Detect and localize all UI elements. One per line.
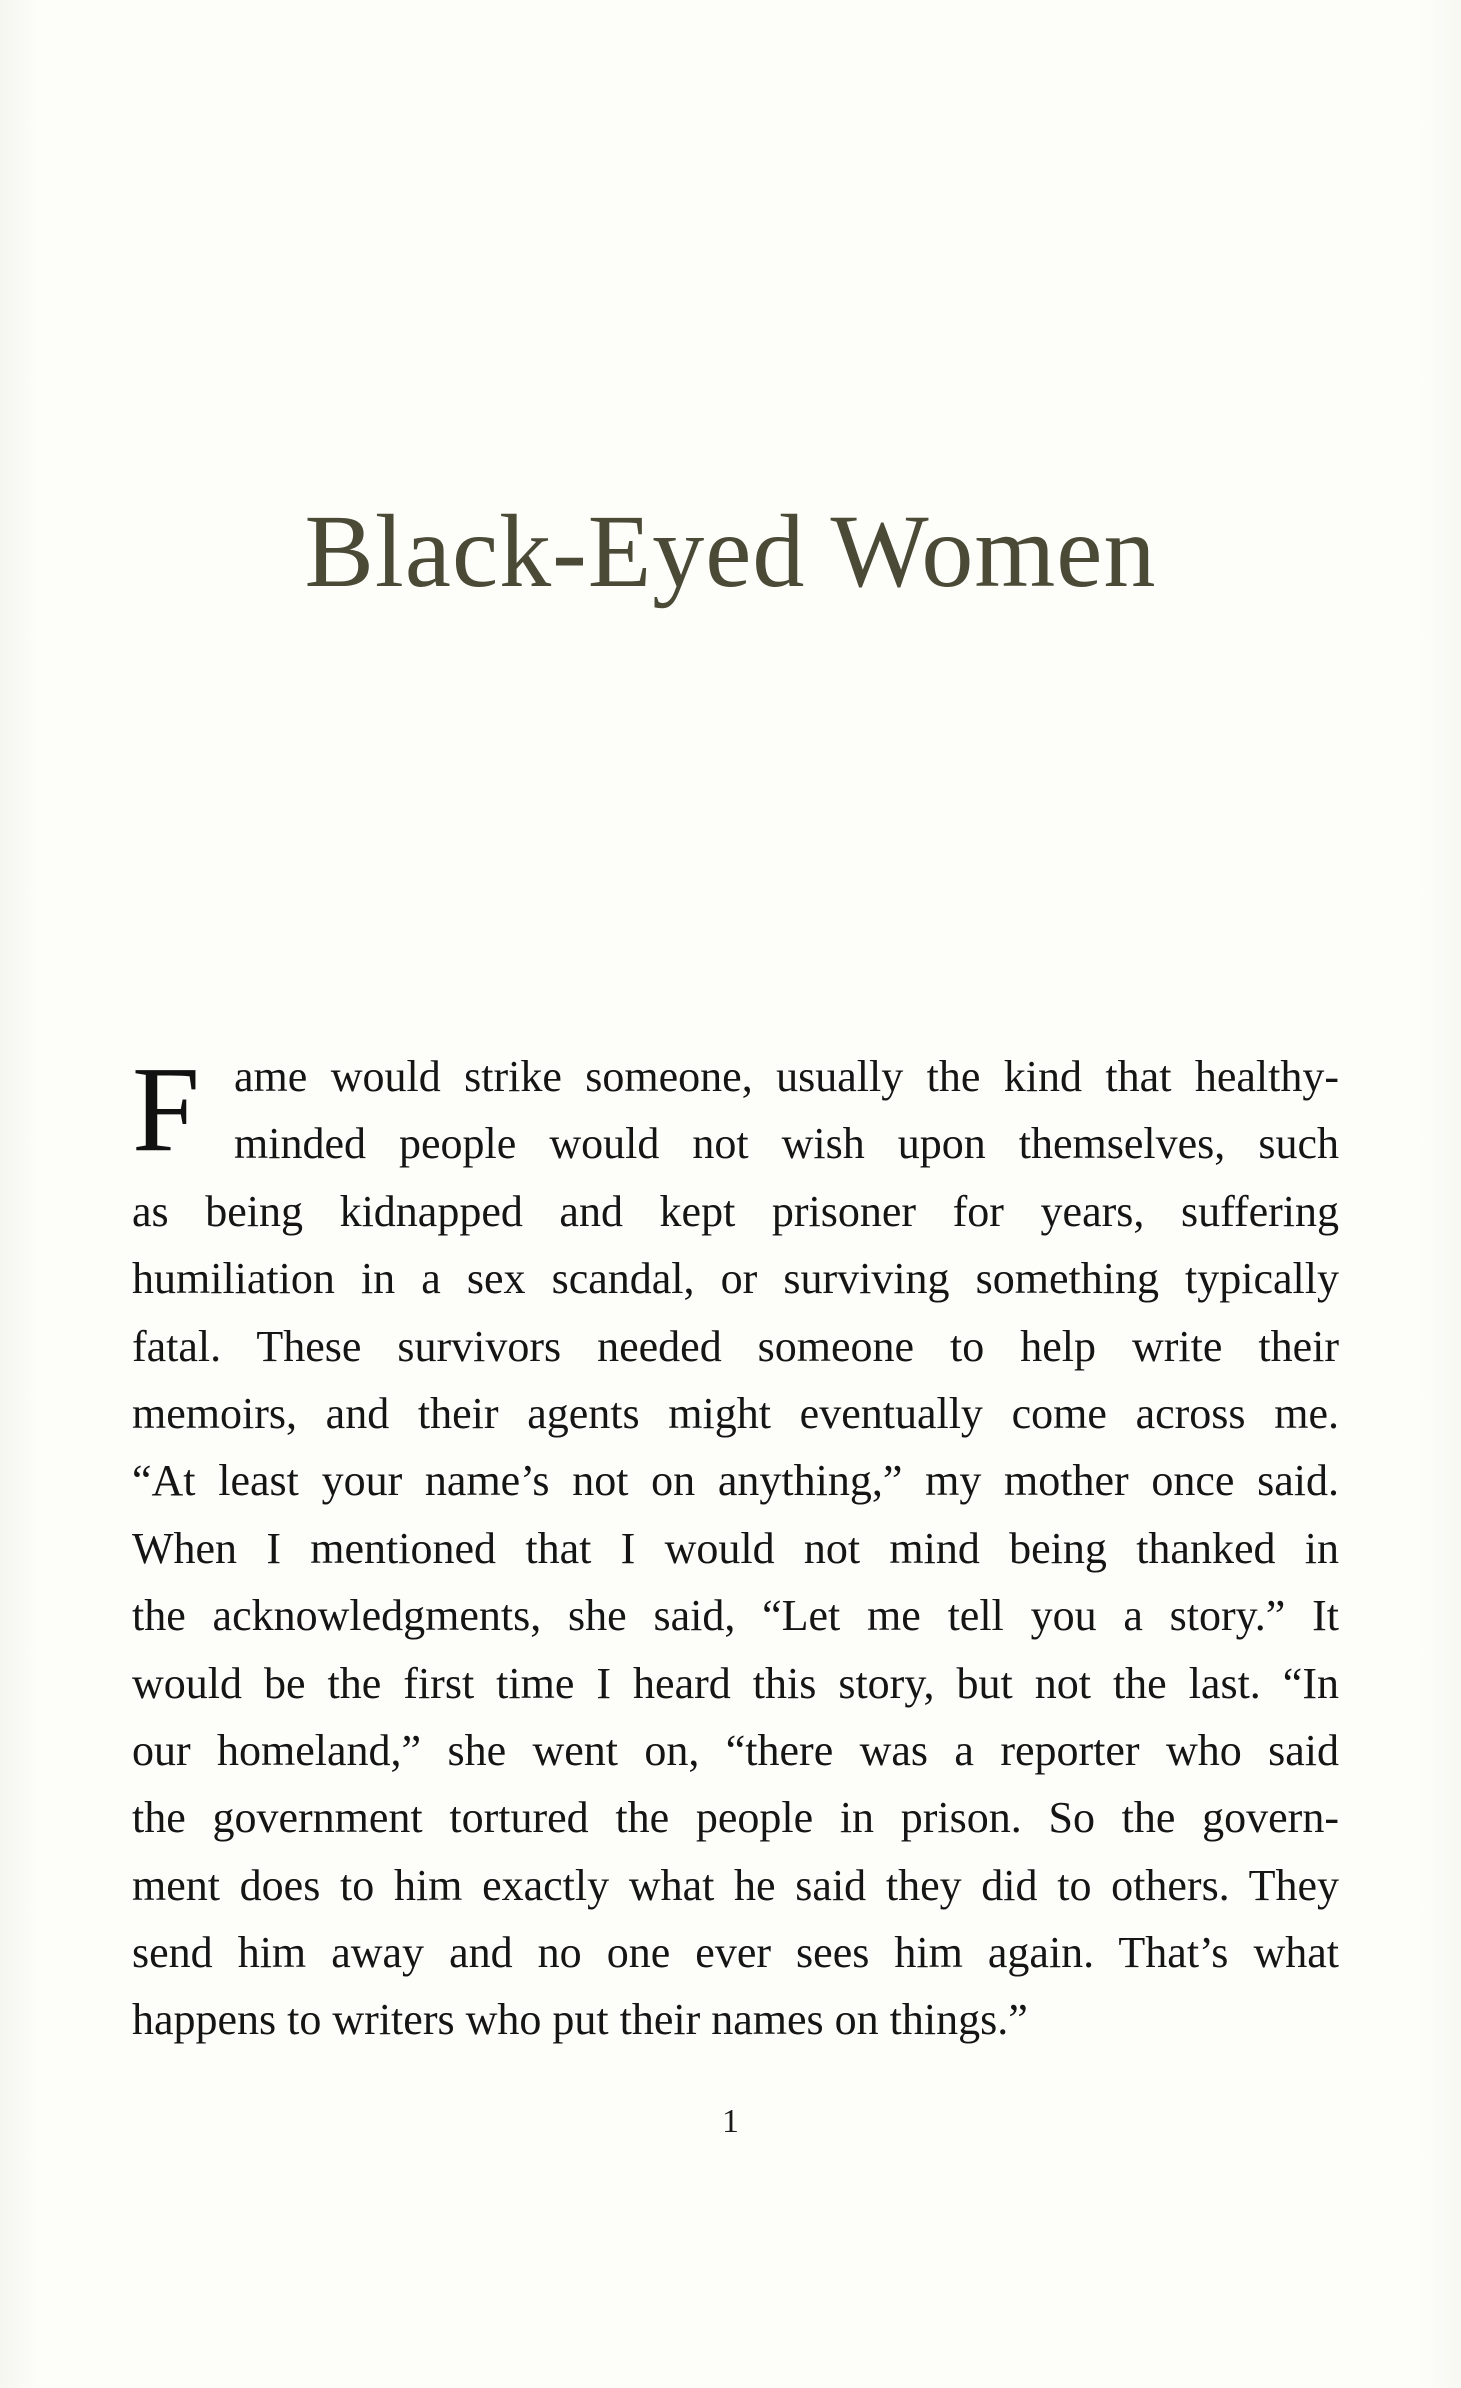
text-line: the government tortured the people in prison. So the govern- (132, 1793, 1339, 1843)
page-number: 1 (722, 2103, 739, 2140)
text-line: ment does to him exactly what he said they did to others. They (132, 1860, 1339, 1910)
text-line: send him away and no one ever sees him again. That’s what (132, 1928, 1339, 1978)
text-line: “At least your name’s not on anything,” my mother once said. (132, 1456, 1339, 1506)
text-line: happens to writers who put their names on things.” (132, 1995, 1028, 2045)
text-line: humiliation in a sex scandal, or surviving something typically (132, 1254, 1339, 1304)
text-line: minded people would not wish upon themselves, such (234, 1119, 1339, 1169)
text-line: When I mentioned that I would not mind being thanked in (132, 1523, 1339, 1573)
chapter-body (132, 1043, 1339, 2054)
text-line: as being kidnapped and kept prisoner for years, suffering (132, 1186, 1339, 1236)
text-line: would be the first time I heard this story, but not the last. “In (132, 1658, 1339, 1708)
text-line: memoirs, and their agents might eventually come across me. (132, 1388, 1339, 1438)
chapter-title: Black-Eyed Women (304, 494, 1157, 609)
text-line: the acknowledgments, she said, “Let me tell you a story.” It (132, 1591, 1339, 1641)
text-line-content: ame would strike someone, usually the kind that healthy- (234, 1052, 1339, 1101)
text-line: fatal. These survivors needed someone to help write their (132, 1321, 1339, 1371)
drop-cap: F (132, 1042, 200, 1177)
text-line: our homeland,” she went on, “there was a reporter who said (132, 1725, 1339, 1775)
